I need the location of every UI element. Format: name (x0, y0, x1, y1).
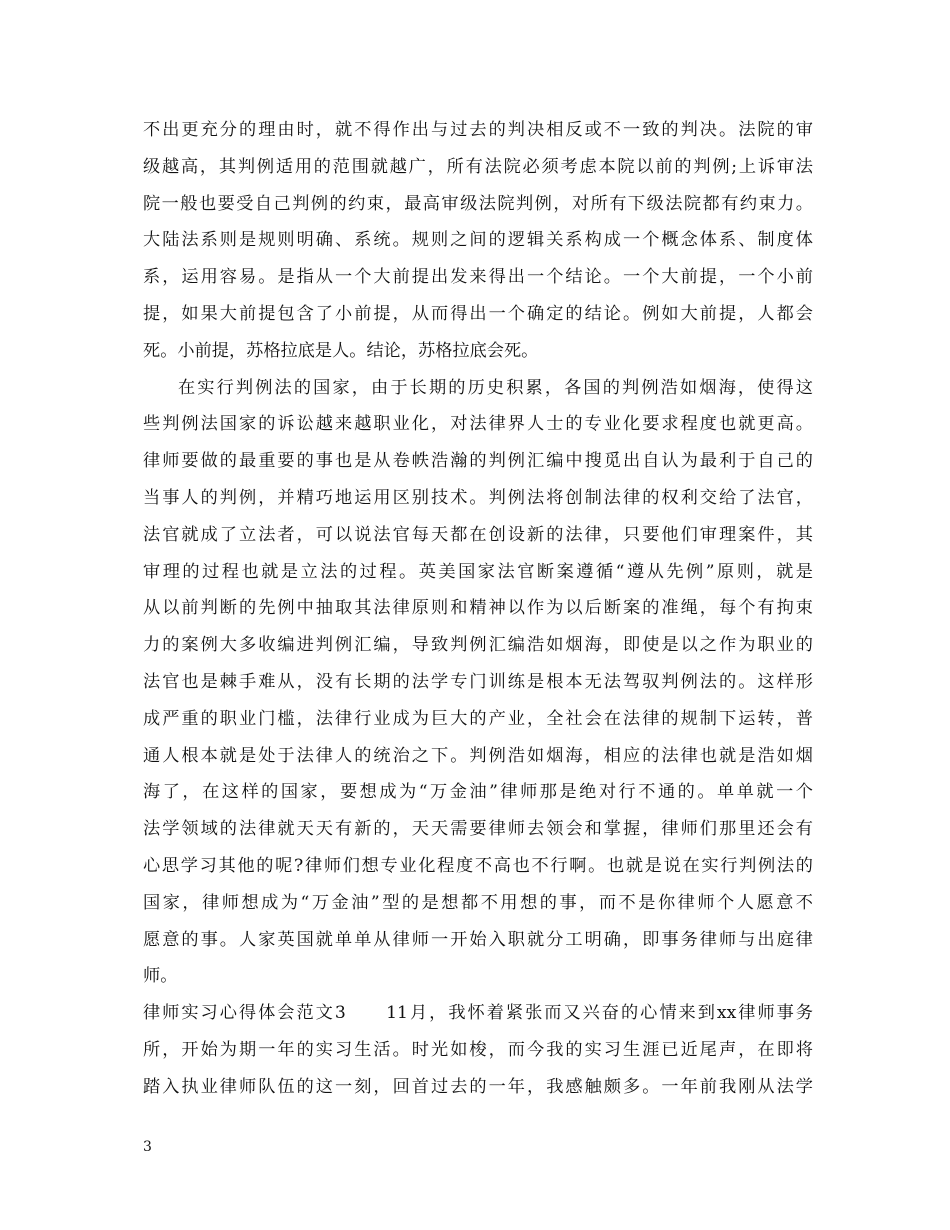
text-line: 踏入执业律师队伍的这一刻，回首过去的一年，我感触颇多。一年前我刚从法学 (143, 1076, 813, 1097)
text-line: 审理的过程也就是立法的过程。英美国家法官断案遵循“遵从先例”原则，就是 (143, 561, 813, 582)
text-line: 心思学习其他的呢?律师们想专业化程度不高也不行啊。也就是说在实行判例法的 (143, 855, 813, 876)
text-line: 国家，律师想成为“万金油”型的是想都不用想的事，而不是你律师个人愿意不 (143, 892, 813, 913)
text-line: 律师要做的最重要的事也是从卷帙浩瀚的判例汇编中搜觅出自认为最利于自己的 (143, 451, 813, 472)
page-number: 3 (143, 1139, 152, 1155)
text-line: 所，开始为期一年的实习生活。时光如梭，而今我的实习生涯已近尾声，在即将 (143, 1039, 813, 1060)
text-line: 愿意的事。人家英国就单单从律师一开始入职就分工明确，即事务律师与出庭律 (143, 929, 813, 950)
text-line: 成严重的职业门槛，法律行业成为巨大的产业，全社会在法律的规制下运转，普 (143, 708, 813, 729)
text-line: 法学领域的法律就天天有新的，天天需要律师去领会和掌握，律师们那里还会有 (143, 819, 813, 840)
text-line: 师。 (143, 966, 178, 987)
text-line: 法官也是棘手难从，没有长期的法学专门训练是根本无法驾驭判例法的。这样形 (143, 671, 813, 692)
text-line: 从以前判断的先例中抽取其法律原则和精神以作为以后断案的准绳，每个有拘束 (143, 598, 813, 619)
text-line: 院一般也要受自己判例的约束，最高审级法院判例，对所有下级法院都有约束力。 (143, 193, 813, 214)
text-line: 提，如果大前提包含了小前提，从而得出一个确定的结论。例如大前提，人都会 (143, 303, 813, 324)
text-line: 海了，在这样的国家，要想成为“万金油”律师那是绝对行不通的。单单就一个 (143, 782, 813, 803)
text-line: 大陆法系则是规则明确、系统。规则之间的逻辑关系构成一个概念体系、制度体 (143, 230, 813, 251)
text-line: 不出更充分的理由时，就不得作出与过去的判决相反或不一致的判决。法院的审 (143, 120, 813, 140)
text-line: 力的案例大多收编进判例汇编，导致判例汇编浩如烟海，即使是以之作为职业的 (143, 635, 813, 656)
text-line: 死。小前提，苏格拉底是人。结论，苏格拉底会死。 (143, 340, 539, 361)
section-heading-line: 律师实习心得体会范文3 11月，我怀着紧张而又兴奋的心情来到xx律师事务 (143, 1003, 813, 1024)
text-line: 在实行判例法的国家，由于长期的历史积累，各国的判例浩如烟海，使得这 (178, 377, 813, 398)
text-line: 通人根本就是处于法律人的统治之下。判例浩如烟海，相应的法律也就是浩如烟 (143, 745, 813, 766)
text-line: 级越高，其判例适用的范围就越广，所有法院必须考虑本院以前的判例;上诉审法 (143, 156, 813, 177)
text-line: 些判例法国家的诉讼越来越职业化，对法律界人士的专业化要求程度也就更高。 (143, 414, 813, 435)
body-text (143, 112, 813, 1106)
text-line: 系，运用容易。是指从一个大前提出发来得出一个结论。一个大前提，一个小前 (143, 267, 813, 288)
text-line: 法官就成了立法者，可以说法官每天都在创设新的法律，只要他们审理案件，其 (143, 524, 813, 545)
text-line: 当事人的判例，并精巧地运用区别技术。判例法将创制法律的权利交给了法官， (143, 487, 813, 508)
